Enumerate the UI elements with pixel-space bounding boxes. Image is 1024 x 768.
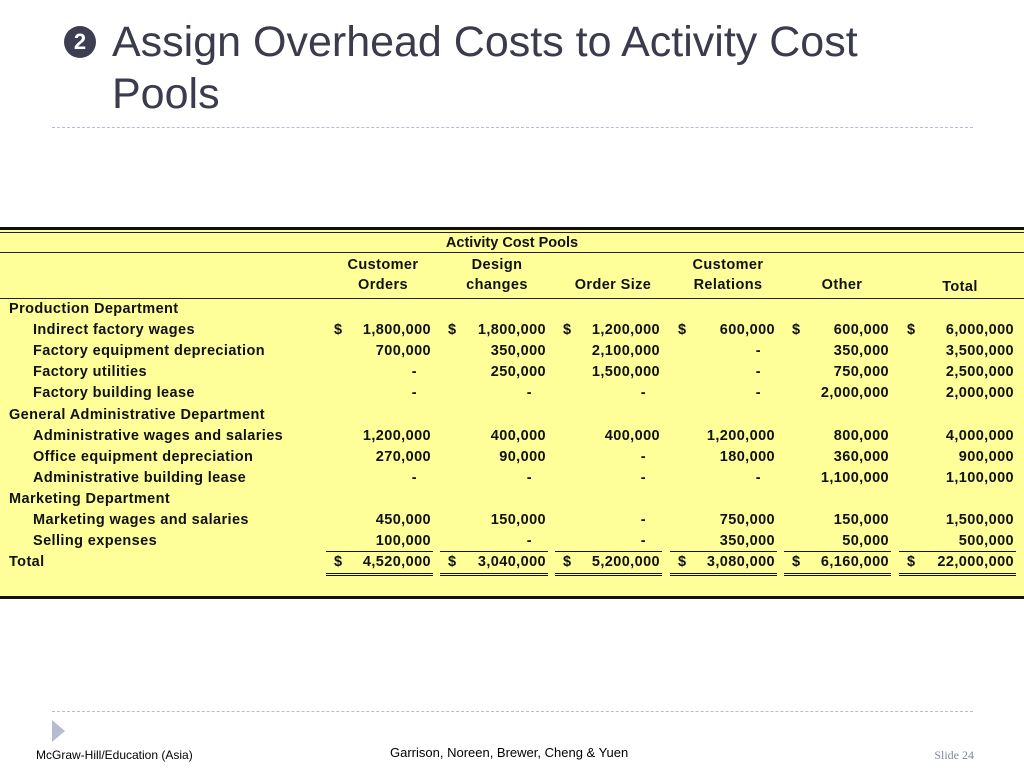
table-header-line [0,252,1024,253]
table-cell: 6,160,000 [820,554,889,571]
currency-symbol: $ [334,322,343,339]
authors-label: Garrison, Noreen, Brewer, Cheng & Yuen [390,745,629,760]
currency-symbol: $ [448,322,457,339]
currency-symbol: $ [448,554,457,571]
table-cell: 700,000 [375,343,431,360]
title-divider [52,127,973,128]
table-cell: - [411,364,417,381]
table-cell: 350,000 [719,533,775,550]
numbered-bullet-icon: 2 [64,26,96,58]
table-cell: 750,000 [719,512,775,528]
slide-number: Slide 24 [934,748,974,762]
total-double-underline [670,573,777,576]
row-label: Indirect factory wages [33,322,195,339]
table-cell: 1,800,000 [477,322,546,339]
table-cell: 350,000 [833,343,889,360]
table-cell: 180,000 [719,448,775,465]
slide-title: Assign Overhead Costs to Activity Cost Pools [112,18,858,118]
footer-divider [52,711,973,712]
table-cell: - [755,385,761,402]
table-cell: 1,100,000 [820,469,889,486]
table-cell: 3,080,000 [706,554,775,571]
table-cell: 1,800,000 [362,322,431,339]
table-cell: 5,200,000 [591,554,660,571]
row-label: Administrative building lease [33,469,247,486]
currency-symbol: $ [907,322,916,339]
table-cell: - [526,469,532,486]
table-cell: 400,000 [604,427,660,444]
table-cell: 22,000,000 [937,554,1014,571]
total-label: Total [9,554,45,571]
table-header-line [0,232,1024,233]
total-double-underline [784,573,891,576]
table-cell: 450,000 [375,512,431,528]
table-cell: 4,000,000 [945,427,1014,444]
table-cell: - [526,533,532,550]
currency-symbol: $ [563,554,572,571]
row-label: Selling expenses [33,533,158,550]
total-double-underline [555,573,662,576]
table-cell: 600,000 [833,322,889,339]
table-cell: 2,500,000 [945,364,1014,381]
currency-symbol: $ [678,322,687,339]
table-cell: 270,000 [375,448,431,465]
table-cell: 2,100,000 [591,343,660,360]
table-cell: - [755,343,761,360]
table-cell: 1,200,000 [362,427,431,444]
group-header: Activity Cost Pools [445,235,579,251]
total-double-underline [899,573,1016,576]
table-cell: 4,520,000 [362,554,431,571]
currency-symbol: $ [563,322,572,339]
section-label: Production Department [9,301,179,317]
subtotal-underline [440,551,548,552]
column-header: Other [821,277,863,293]
table-cell: - [755,469,761,486]
activity-cost-pools-table [0,227,1024,599]
table-cell: 1,200,000 [706,427,775,444]
table-cell: - [640,469,646,486]
table-cell: - [411,469,417,486]
table-cell: 400,000 [490,427,546,444]
table-cell: - [411,385,417,402]
table-cell: - [640,448,646,465]
section-label: Marketing Department [9,490,171,507]
table-cell: 750,000 [833,364,889,381]
table-cell: - [526,385,532,402]
column-header: Customer [347,257,419,273]
subtotal-underline [670,551,777,552]
table-cell: 1,500,000 [945,512,1014,528]
table-cell: 2,000,000 [820,385,889,402]
table-cell: 3,500,000 [945,343,1014,360]
table-cell: - [640,533,646,550]
table-cell: 360,000 [833,448,889,465]
section-label: General Administrative Department [9,406,266,423]
table-cell: - [755,364,761,381]
row-label: Administrative wages and salaries [33,427,284,444]
column-header: Relations [693,277,763,293]
subtotal-underline [899,551,1016,552]
table-cell: 6,000,000 [945,322,1014,339]
currency-symbol: $ [792,322,801,339]
row-label: Factory equipment depreciation [33,343,265,360]
row-label: Office equipment depreciation [33,448,254,465]
total-double-underline [326,573,433,576]
row-label: Marketing wages and salaries [33,512,249,528]
column-header: Orders [358,277,408,293]
row-label: Factory utilities [33,364,147,381]
table-cell: 90,000 [499,448,546,465]
column-header: Order Size [574,277,652,293]
table-cell: - [640,512,646,528]
table-cell: 100,000 [375,533,431,550]
currency-symbol: $ [678,554,687,571]
publisher-label: McGraw-Hill/Education (Asia) [36,748,193,762]
subtotal-underline [784,551,891,552]
table-cell: 2,000,000 [945,385,1014,402]
table-cell: 800,000 [833,427,889,444]
column-header: Design [471,257,523,273]
total-double-underline [440,573,548,576]
table-cell: 500,000 [958,533,1014,550]
table-cell: 900,000 [958,448,1014,465]
subtotal-underline [555,551,662,552]
table-cell: 250,000 [490,364,546,381]
table-cell: 3,040,000 [477,554,546,571]
column-header: Customer [692,257,764,273]
table-cell: 1,200,000 [591,322,660,339]
subtotal-underline [326,551,433,552]
table-cell: - [640,385,646,402]
play-arrow-icon [52,720,65,742]
currency-symbol: $ [907,554,916,571]
table-cell: 600,000 [719,322,775,339]
table-cell: 1,100,000 [945,469,1014,486]
table-cell: 350,000 [490,343,546,360]
currency-symbol: $ [792,554,801,571]
column-header: Total [942,279,978,295]
table-cell: 150,000 [490,512,546,528]
table-cell: 150,000 [833,512,889,528]
currency-symbol: $ [334,554,343,571]
table-cell: 1,500,000 [591,364,660,381]
table-cell: 50,000 [842,533,889,550]
column-header: changes [466,277,528,293]
row-label: Factory building lease [33,385,195,402]
table-header-line [0,298,1024,299]
